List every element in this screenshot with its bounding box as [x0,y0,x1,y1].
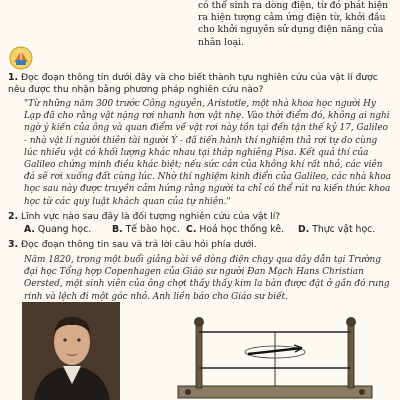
reading-activity-icon [8,46,34,70]
option-letter: C. [186,224,197,235]
question-text: Lĩnh vực nào sau đây là đối tượng nghiên cứu của vật lí? [21,211,281,222]
question-3-passage: Năm 1820, trong một buổi giảng bài về dòng điện chạy qua dây dẫn tại Trường đại học Tổng hợp Copenhagen của Giáo sư người Đan Mạch Hans Christian Oersted, một sinh viên của ông chợt thấy thấy kim la bàn được đặt ở gần đó rung rinh và lệch đi một góc nhỏ. Anh liền báo cho Giáo sư biết. [24,255,390,302]
option-letter: A. [24,224,35,235]
question-number: 3. [8,239,19,250]
question-2 [8,211,390,223]
oersted-apparatus-illustration [170,312,380,400]
question-text: Đọc đoạn thông tin sau và trả lời câu hỏi phía dưới. [21,239,257,250]
option-c [186,224,284,235]
question-text: Đọc đoạn thông tin dưới đây và cho biết thành tựu nghiên cứu của vật lí được nêu được thu nhận bằng phương pháp nghiên cứu nào? [8,72,378,96]
option-a [24,224,91,235]
option-letter: D. [298,224,310,235]
previous-page-text: có thể sinh ra dòng điện, từ đó phát hiện ra hiện tượng cảm ứng điện từ, khởi đầu cho khởi nguyên sử dụng điện năng của nhân loại. [198,0,389,48]
option-text: Tế bào học. [125,224,180,235]
option-text: Quang học. [37,224,92,235]
option-b [112,224,180,235]
option-letter: B. [112,224,123,235]
question-1-passage: "Từ những năm 300 trước Công nguyên, Aristotle, một nhà khoa học người Hy Lạp đã cho rằng vật nặng rơi nhanh hơn vật nhẹ. Vào thời điểm đó, không ai nghi ngờ ý kiến của ông và quan điểm về vật rơi này tồn tại đến tận thế kỷ 17, Galileo - nhà vật lí người thiên tài người Ý - đã tiến hành thí nghiệm thả rơi tự do cùng lúc nhiều vật có khối lượng khác nhau tại tháp nghiêng Pisa. Kết quả thí của Galileo chứng minh điều khác biệt; nếu sức cản của không khí rất nhỏ, các viên đá sẽ rơi xuống đất cùng lúc. Nhờ thí nghiệm kinh điển của Galileo, các nhà khoa học sau này được truyền cảm hứng rằng người ta chỉ có thể rút ra kiến thức khoa học từ các quy luật khách quan của tự nhiên." [24,99,391,207]
option-text: Hoá học thống kê. [199,224,285,235]
question-number: 1. [8,72,19,83]
option-text: Thực vật học. [312,224,376,235]
question-1 [8,72,390,96]
portrait-photo [22,302,120,400]
option-d [298,224,375,235]
question-number: 2. [8,211,19,222]
answer-options [24,224,390,238]
question-3 [8,239,390,251]
